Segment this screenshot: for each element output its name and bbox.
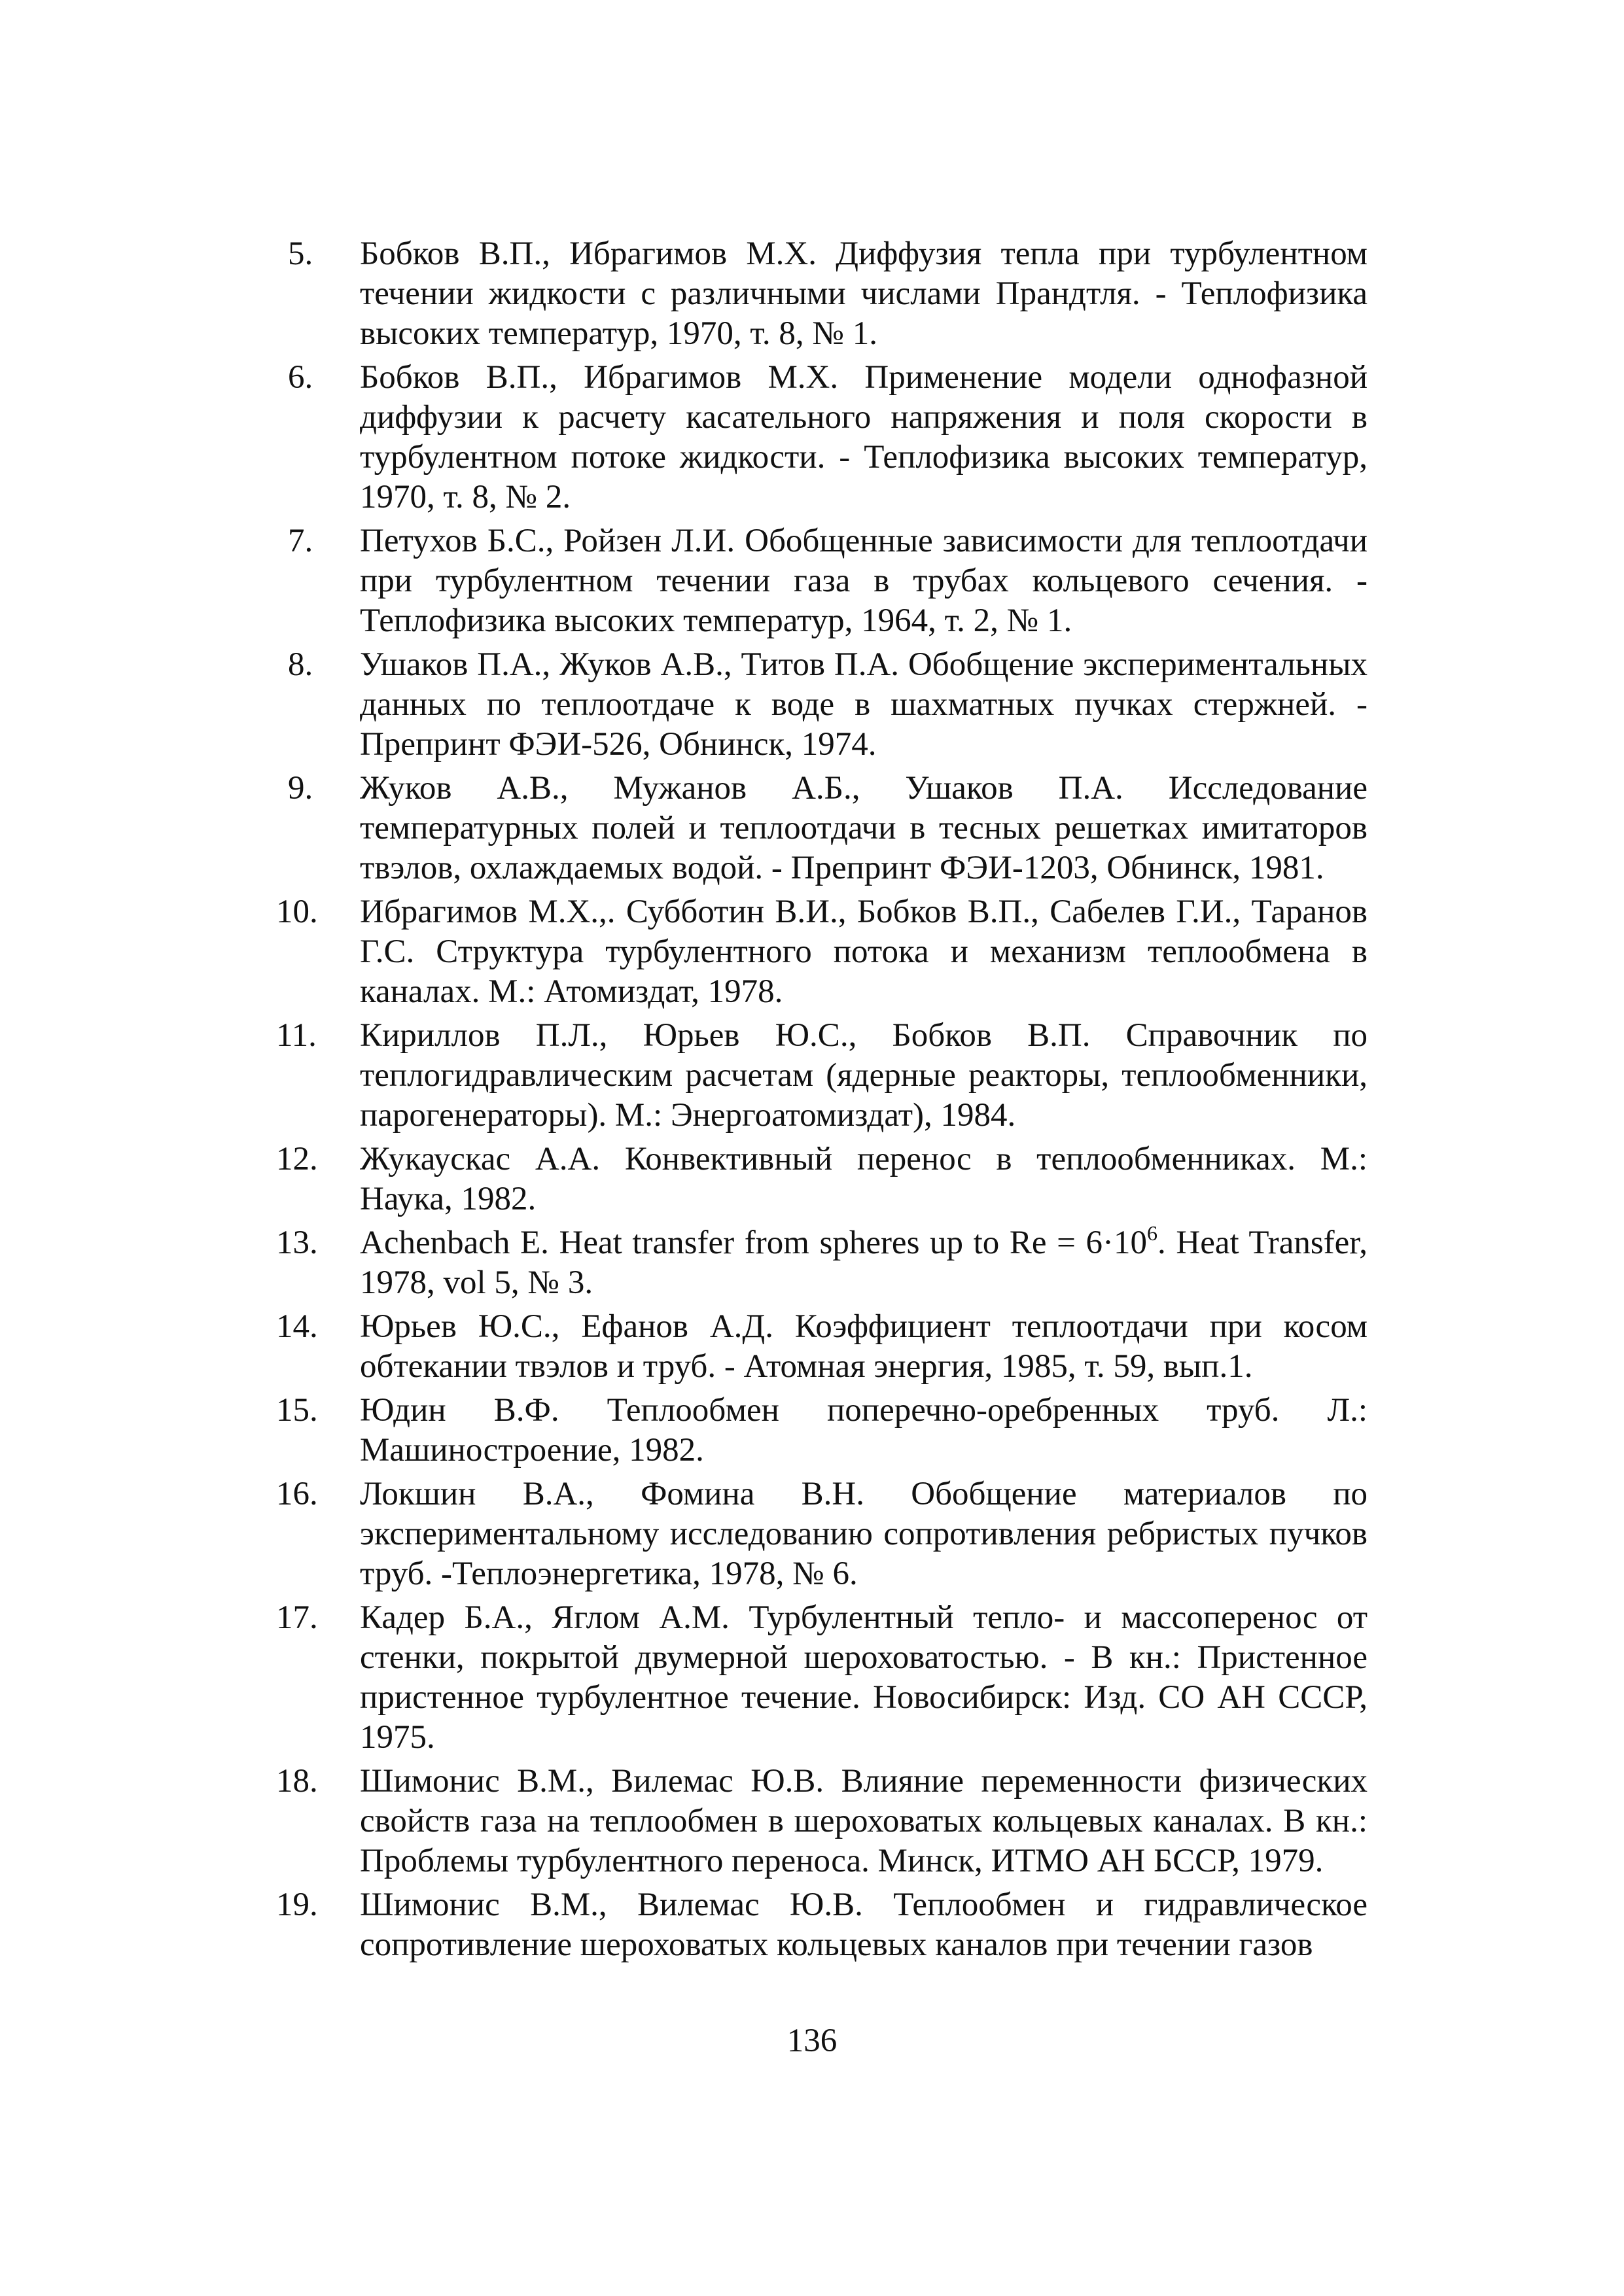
reference-number: 15. xyxy=(276,1392,318,1429)
reference-number: 16. xyxy=(276,1476,318,1512)
reference-text: Кириллов П.Л., Юрьев Ю.С., Бобков В.П. Справочник по теплогидравлическим расчетам (ядерные реакторы, теплообменники, парогенераторы). М.: Энергоатомиздат), 1984. xyxy=(360,1017,1368,1134)
reference-number: 8. xyxy=(288,646,313,683)
reference-text: Бобков В.П., Ибрагимов М.Х. Диффузия тепла при турбулентном течении жидкости с различными числами Прандтля. - Теплофизика высоких температур, 1970, т. 8, № 1. xyxy=(360,235,1368,352)
reference-number: 12. xyxy=(276,1141,318,1177)
reference-item xyxy=(288,358,1368,517)
reference-text: Бобков В.П., Ибрагимов М.Х. Применение модели однофазной диффузии к расчету касательного напряжения и поля скорости в турбулентном потоке жидкости. - Теплофизика высоких температур, 1970, т. 8, № 2. xyxy=(360,359,1368,515)
reference-item xyxy=(288,521,1368,641)
superscript-exponent: 6 xyxy=(1147,1221,1158,1245)
reference-item xyxy=(276,1885,1368,1965)
reference-item xyxy=(276,1139,1368,1219)
reference-item xyxy=(276,1221,1368,1303)
reference-text: Локшин В.А., Фомина В.Н. Обобщение материалов по экспериментальному исследованию сопротивления ребристых пучков труб. -Теплоэнергетика, 1978, № 6. xyxy=(360,1476,1368,1592)
reference-item xyxy=(288,234,1368,354)
reference-text: Ушаков П.А., Жуков А.В., Титов П.А. Обобщение экспериментальных данных по теплоотдаче к воде в шахматных пучках стержней. - Препринт ФЭИ-526, Обнинск, 1974. xyxy=(360,646,1368,763)
reference-text xyxy=(360,1223,1368,1303)
reference-text: Кадер Б.А., Яглом А.М. Турбулентный тепло- и массоперенос от стенки, покрытой двумерной шероховатостью. - В кн.: Пристенное пристенное турбулентное течение. Новосибирск: Изд. СО АН СССР, 1975. xyxy=(360,1599,1368,1756)
reference-item xyxy=(288,645,1368,765)
reference-text: Юдин В.Ф. Теплообмен поперечно-оребренных труб. Л.: Машиностроение, 1982. xyxy=(360,1392,1368,1469)
reference-number: 9. xyxy=(288,770,313,807)
reference-item xyxy=(276,1762,1368,1881)
reference-number: 11. xyxy=(276,1017,317,1054)
reference-item xyxy=(276,1391,1368,1470)
reference-item xyxy=(276,892,1368,1012)
reference-text: Жуков А.В., Мужанов А.Б., Ушаков П.А. Исследование температурных полей и теплоотдачи в тесных решетках имитаторов твэлов, охлаждаемых водой. - Препринт ФЭИ-1203, Обнинск, 1981. xyxy=(360,770,1368,886)
reference-number: 18. xyxy=(276,1763,318,1800)
reference-number: 17. xyxy=(276,1599,318,1636)
reference-item xyxy=(288,769,1368,888)
reference-list xyxy=(276,234,1368,1969)
reference-text: Шимонис В.М., Вилемас Ю.В. Влияние переменности физических свойств газа на теплообмен в шероховатых кольцевых каналах. В кн.: Проблемы турбулентного переноса. Минск, ИТМО АН БССР, 1979. xyxy=(360,1763,1368,1879)
reference-text: Ибрагимов М.Х.,. Субботин В.И., Бобков В.П., Сабелев Г.И., Таранов Г.С. Структура турбулентного потока и механизм теплообмена в каналах. М.: Атомиздат, 1978. xyxy=(360,894,1368,1010)
reference-number: 7. xyxy=(288,523,313,559)
page-number: 136 xyxy=(786,2023,838,2059)
reference-text: Шимонис В.М., Вилемас Ю.В. Теплообмен и гидравлическое сопротивление шероховатых кольцевых каналов при течении газов xyxy=(360,1887,1368,1963)
reference-number: 6. xyxy=(288,359,313,396)
reference-item xyxy=(276,1307,1368,1387)
reference-text: Юрьев Ю.С., Ефанов А.Д. Коэффициент теплоотдачи при косом обтекании твэлов и труб. - Атомная энергия, 1985, т. 59, вып.1. xyxy=(360,1308,1368,1385)
reference-number: 19. xyxy=(276,1887,318,1923)
reference-number: 10. xyxy=(276,894,318,930)
reference-item xyxy=(276,1598,1368,1758)
reference-text-part: . Heat Transfer, 1978, vol 5, № 3. xyxy=(360,1225,1368,1301)
reference-item xyxy=(276,1016,1368,1136)
reference-text: Петухов Б.С., Ройзен Л.И. Обобщенные зависимости для теплоотдачи при турбулентном течении газа в трубах кольцевого сечения. - Теплофизика высоких температур, 1964, т. 2, № 1. xyxy=(360,523,1368,639)
reference-item xyxy=(276,1474,1368,1594)
reference-number: 5. xyxy=(288,235,313,272)
reference-number: 13. xyxy=(276,1225,318,1261)
reference-text-part: Achenbach E. Heat transfer from spheres up to Re = 6·10 xyxy=(360,1225,1148,1261)
reference-text: Жукаускас А.А. Конвективный перенос в теплообменниках. М.: Наука, 1982. xyxy=(360,1141,1368,1217)
reference-number: 14. xyxy=(276,1308,318,1345)
